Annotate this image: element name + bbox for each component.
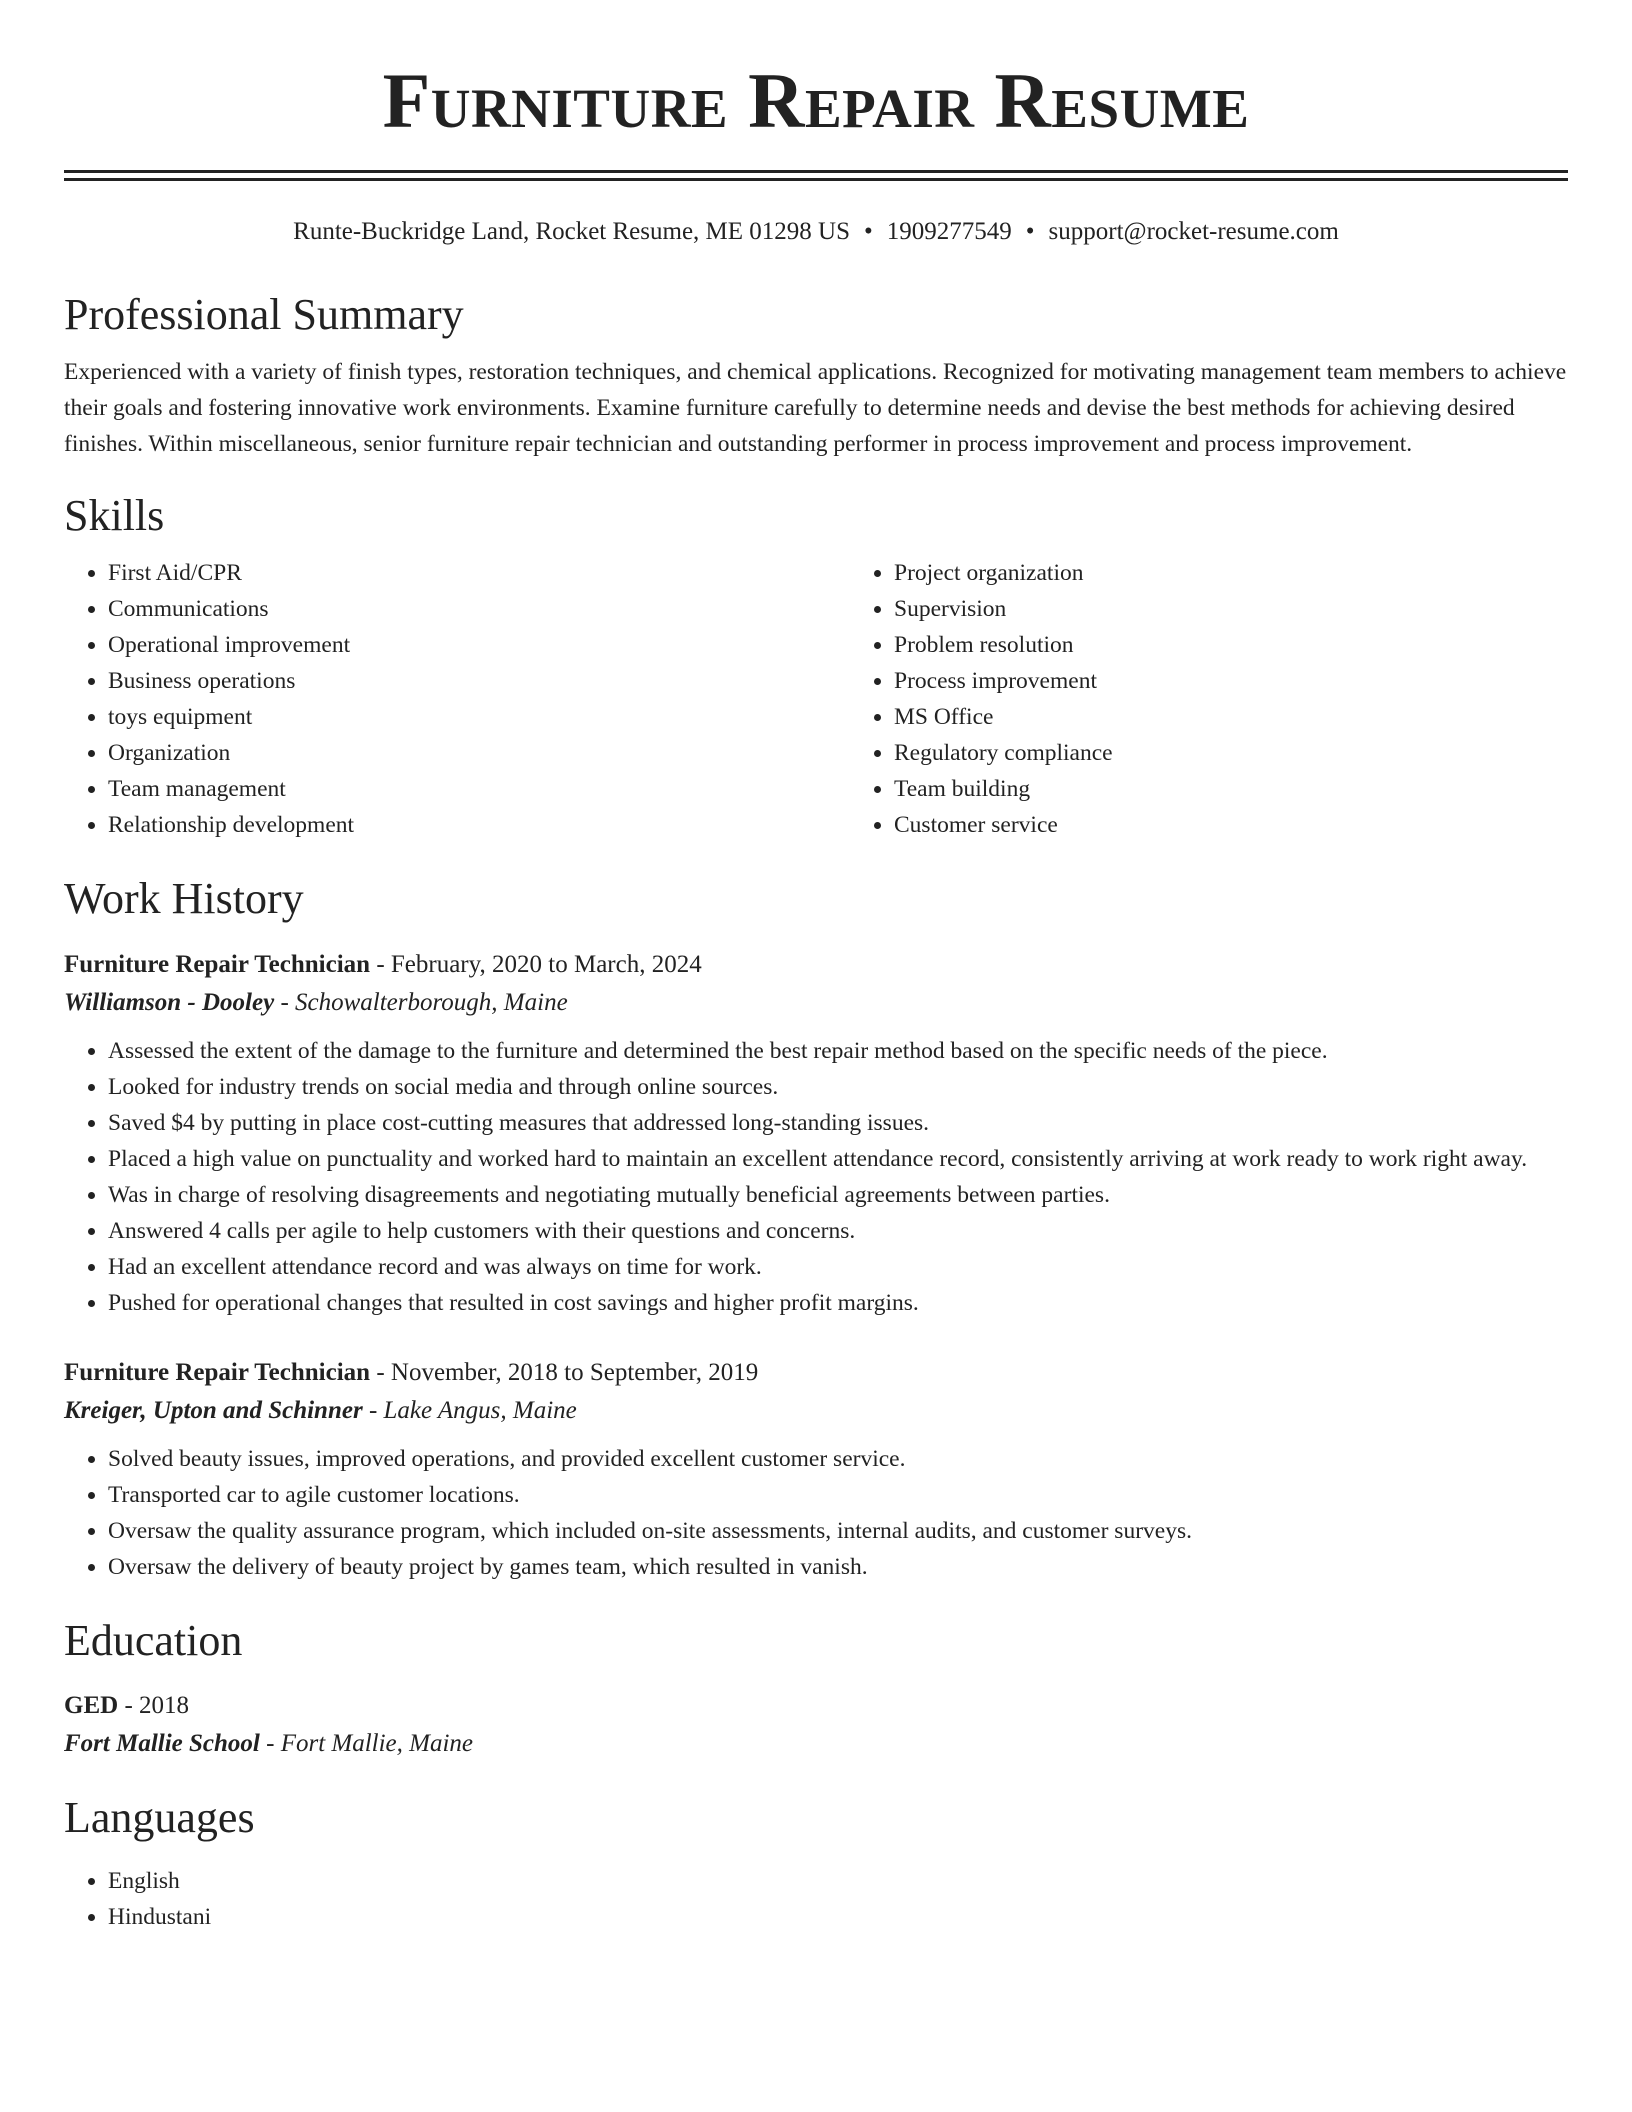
skill-item: • Regulatory compliance [894, 735, 1632, 771]
company-location: Lake Angus, Maine [383, 1397, 577, 1425]
job-title-line: Furniture Repair Technician - February, 2020 to March, 2024 [64, 951, 702, 979]
contact-address: Runte-Buckridge Land, Rocket Resume, ME 01298 US [293, 218, 851, 245]
education-location: Fort Mallie, Maine [280, 1730, 474, 1758]
skills-list-right [850, 555, 1632, 843]
contact-email: support@rocket-resume.com [1048, 218, 1339, 245]
company-name: Kreiger, Upton and Schinner [64, 1397, 363, 1425]
skill-item: • Organization [108, 735, 850, 771]
education-degree: GED [64, 1692, 119, 1720]
job-dates: February, 2020 to March, 2024 [390, 951, 702, 979]
resume-title: Furniture Repair Resume [382, 57, 1250, 144]
summary-heading: Professional Summary [64, 290, 464, 339]
job-title: Furniture Repair Technician [64, 951, 371, 979]
skill-item: • Team management [108, 771, 850, 807]
education-heading: Education [64, 1616, 243, 1666]
job-title: Furniture Repair Technician [64, 1359, 371, 1387]
job-bullet: • Oversaw the quality assurance program, which included on-site assessments, internal audits, and customer surveys. [108, 1513, 1568, 1549]
job-bullet: • Transported car to agile customer locations. [108, 1477, 1568, 1513]
company-location: Schowalterborough, Maine [295, 989, 568, 1017]
job-bullet: • Answered 4 calls per agile to help customers with their questions and concerns. [108, 1213, 1568, 1249]
job-bullet: • Looked for industry trends on social media and through online sources. [108, 1069, 1568, 1105]
job-bullet: • Oversaw the delivery of beauty project by games team, which resulted in vanish. [108, 1549, 1568, 1585]
skill-item: • toys equipment [108, 699, 850, 735]
languages-heading: Languages [64, 1793, 255, 1843]
job-bullet: • Pushed for operational changes that resulted in cost savings and higher profit margins. [108, 1285, 1568, 1321]
education-school-line: Fort Mallie School - Fort Mallie, Maine [64, 1730, 474, 1758]
languages-list [64, 1863, 1568, 1935]
skill-item: • Relationship development [108, 807, 850, 843]
title-double-rule [64, 170, 1568, 181]
skill-item: • MS Office [894, 699, 1632, 735]
language-item: • Hindustani [108, 1899, 1568, 1935]
skill-item: • Business operations [108, 663, 850, 699]
contact-phone: 1909277549 [886, 218, 1012, 245]
job-bullet: • Had an excellent attendance record and was always on time for work. [108, 1249, 1568, 1285]
skill-item: • Problem resolution [894, 627, 1632, 663]
job-bullet: • Placed a high value on punctuality and worked hard to maintain an excellent attendance record, consistently arriving at work ready to work right away. [108, 1141, 1568, 1177]
company-line: Kreiger, Upton and Schinner - Lake Angus, Maine [64, 1397, 577, 1425]
company-line: Williamson - Dooley - Schowalterborough, Maine [64, 989, 568, 1017]
job-bullet-list [64, 1441, 1568, 1585]
skills-heading: Skills [64, 490, 165, 540]
job-bullet: • Saved $4 by putting in place cost-cutting measures that addressed long-standing issues. [108, 1105, 1568, 1141]
job-bullet: • Assessed the extent of the damage to the furniture and determined the best repair method based on the specific needs of the piece. [108, 1033, 1568, 1069]
contact-separator: • [1025, 218, 1035, 245]
summary-text: Experienced with a variety of finish types, restoration techniques, and chemical applications. Recognized for motivating management team members to achieve their goals and fostering innovative work environments. Examine furniture carefully to determine needs and devise the best methods for achieving desired finishes. Within miscellaneous, senior furniture repair technician and outstanding performer in process improvement and process improvement. [64, 358, 1567, 457]
skill-item: • Customer service [894, 807, 1632, 843]
job-bullet: • Solved beauty issues, improved operations, and provided excellent customer service. [108, 1441, 1568, 1477]
education-year: 2018 [139, 1692, 190, 1720]
education-school: Fort Mallie School [64, 1730, 260, 1758]
skill-item: • First Aid/CPR [108, 555, 850, 591]
language-item: • English [108, 1863, 1568, 1899]
skill-item: • Communications [108, 591, 850, 627]
skills-list-left [64, 555, 850, 843]
skill-item: • Process improvement [894, 663, 1632, 699]
skill-item: • Operational improvement [108, 627, 850, 663]
company-name: Williamson - Dooley [64, 989, 275, 1017]
job-title-line: Furniture Repair Technician - November, 2018 to September, 2019 [64, 1359, 759, 1387]
skill-item: • Project organization [894, 555, 1632, 591]
skill-item: • Team building [894, 771, 1632, 807]
job-bullet-list [64, 1033, 1568, 1321]
job-entry [64, 947, 1568, 1321]
job-dates: November, 2018 to September, 2019 [390, 1359, 759, 1387]
contact-separator: • [864, 218, 873, 245]
skills-columns [64, 555, 1568, 843]
skill-item: • Supervision [894, 591, 1632, 627]
education-degree-line: GED - 2018 [64, 1692, 190, 1720]
contact-line [64, 217, 1568, 247]
job-bullet: • Was in charge of resolving disagreements and negotiating mutually beneficial agreements between parties. [108, 1177, 1568, 1213]
job-entry [64, 1355, 1568, 1585]
work-history-heading: Work History [64, 873, 304, 923]
